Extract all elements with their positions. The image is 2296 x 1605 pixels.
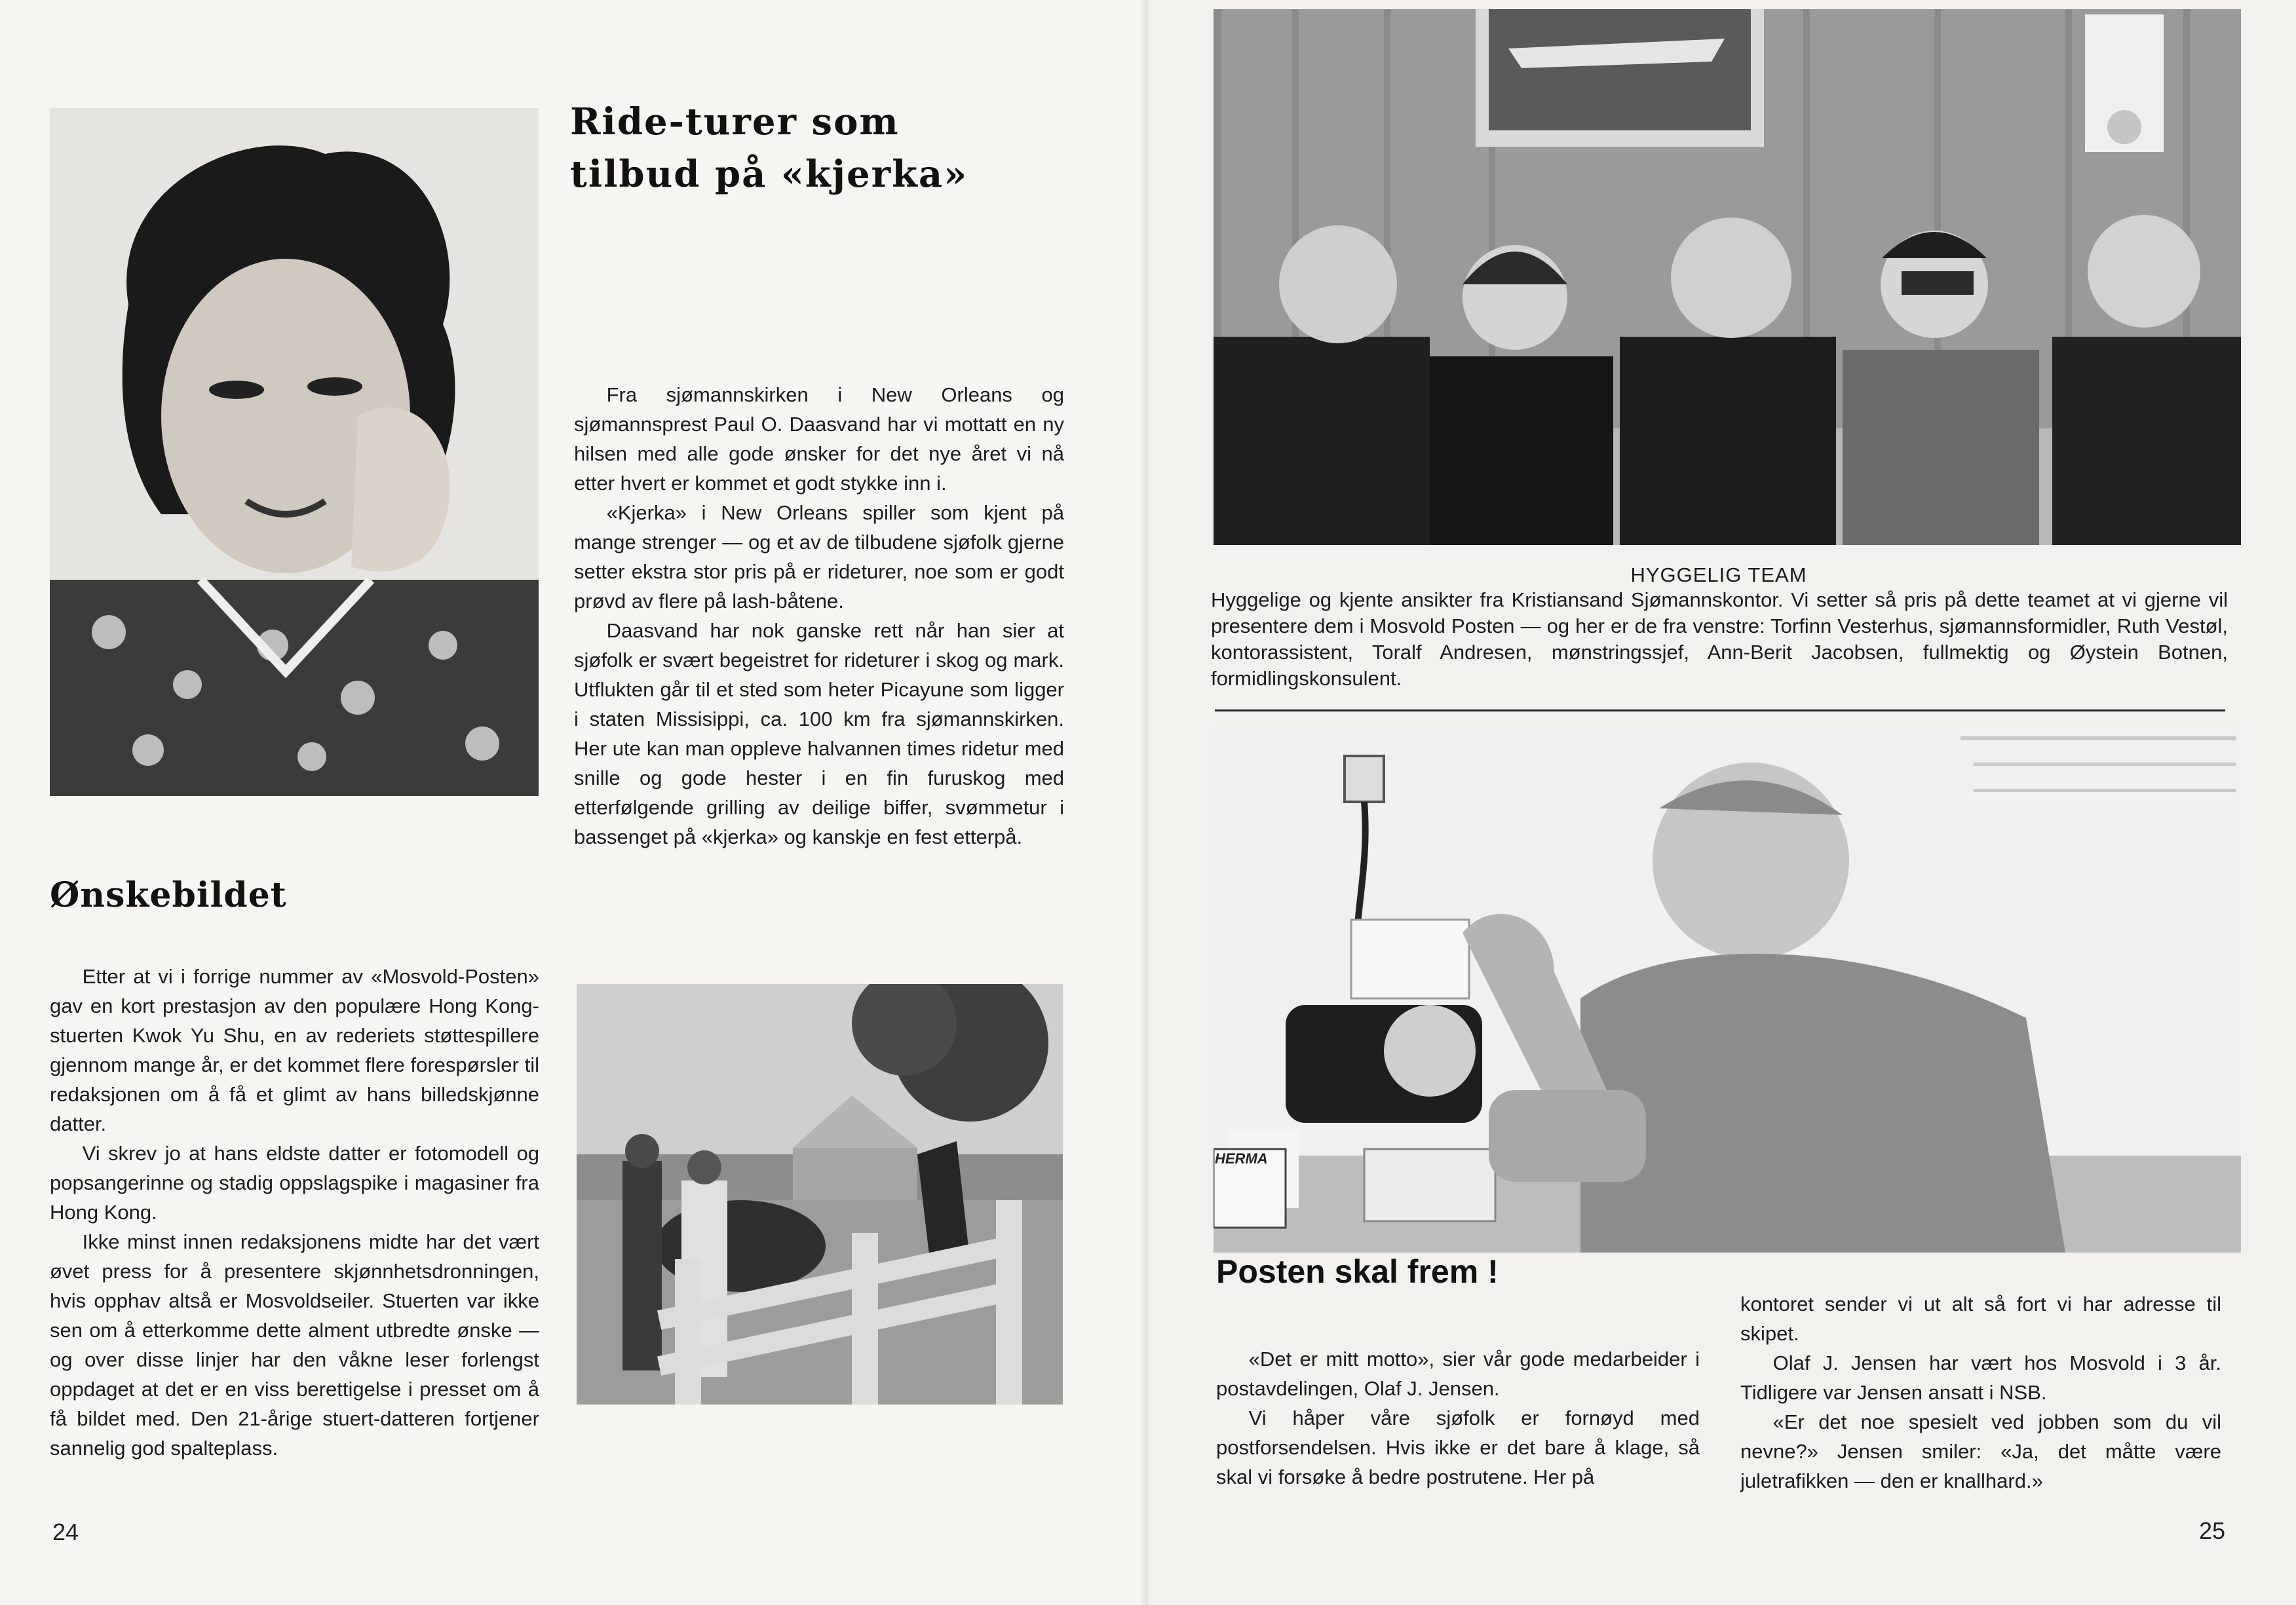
rideturer-paragraph: «Kjerka» i New Orleans spiller som kjent på mange strenger — og et av de tilbudene sjøfolk gjerne setter ekstra stor pris på er rideturer, noe som er godt prøvd av flere på lash-båtene. <box>574 501 1064 613</box>
onskebildet-paragraph: Vi skrev jo at hans eldste datter er fotomodell og popsangerinne og stadig oppslagspike i magasiner fra Hong Kong. <box>50 1142 539 1224</box>
rideturer-title-line2: tilbud på «kjerka» <box>570 153 968 196</box>
rideturer-title-line1: Ride-turer som <box>570 100 900 143</box>
onskebildet-paragraph: Ikke minst innen redaksjonens midte har det vært øvet press for å presentere skjønnhetsdronningen, hvis opphav altså er Mosvoldseiler. Stuerten var ikke sen om å etterkomme dette alment utbredte ønske — og over disse linjer har den våkne leser forlengst oppdaget at det er en viss berettigelse i presset om å få bildet med. Den 21-årige stuert-datteren fortjener sannelig god spalteplass. <box>50 1230 539 1460</box>
page-number-right: 25 <box>2199 1517 2226 1544</box>
herma-box-label: HERMA <box>1215 1150 1268 1167</box>
rideturer-title <box>570 96 968 200</box>
onskebildet-paragraph: Etter at vi i forrige nummer av «Mosvold-Posten» gav en kort prestasjon av den populære Hong Kong-stuerten Kwok Yu Shu, en av rederiets støttespillere gjennom mange år, er det kommet flere forespørsler til redaksjonen om å få et glimt av hans billedskjønne datter. <box>50 965 539 1135</box>
posten-title: Posten skal frem ! <box>1216 1253 1499 1290</box>
posten-col1 <box>1216 1344 1700 1492</box>
page-number-left: 24 <box>52 1519 79 1545</box>
posten-col2 <box>1740 1289 2221 1496</box>
posten-paragraph: «Det er mitt motto», sier vår gode medarbeider i postavdelingen, Olaf J. Jensen. <box>1216 1348 1700 1400</box>
horse-riding-photo <box>577 984 1063 1405</box>
team-photo <box>1214 9 2241 545</box>
postman-photo <box>1214 723 2241 1253</box>
rideturer-paragraph: Daasvand har nok ganske rett når han sier at sjøfolk er svært begeistret for rideturer i skog og mark. Utflukten går til et sted som heter Picayune som ligger i staten Missisippi, ca. 100 km fra sjømannskirken. Her ute kan man oppleve halvannen times ridetur med snille og gode hester i en fin furuskog med etterfølgende grilling av deilige biffer, svømmetur i bassenget på «kjerka» og kanskje en fest etterpå. <box>574 619 1064 848</box>
posten-paragraph: kontoret sender vi ut alt så fort vi har adresse til skipet. <box>1740 1293 2221 1345</box>
rideturer-body <box>574 380 1064 852</box>
posten-paragraph: «Er det noe spesielt ved jobben som du vil nevne?» Jensen smiler: «Ja, det måtte være juletrafikken — den er knallhard.» <box>1740 1410 2221 1492</box>
portrait-photo <box>50 108 539 796</box>
right-page <box>1148 0 2296 1605</box>
team-caption-body: Hyggelige og kjente ansikter fra Kristiansand Sjømannskontor. Vi setter så pris på dette teamet at vi gjerne vil presentere dem i Mosvold Posten — og her er de fra venstre: Torfinn Vesterhus, sjømannsformidler, Ruth Vestøl, kontorassistent, Toralf Andresen, mønstringssjef, Ann-Berit Jacobsen, fullmektig og Øystein Botnen, formidlingskonsulent. <box>1211 588 2228 690</box>
rideturer-paragraph: Fra sjømannskirken i New Orleans og sjømannsprest Paul O. Daasvand har vi mottatt en ny hilsen med alle gode ønsker for det nye året vi nå etter hvert er kommet et godt stykke inn i. <box>574 383 1064 495</box>
posten-paragraph: Olaf J. Jensen har vært hos Mosvold i 3 år. Tidligere var Jensen ansatt i NSB. <box>1740 1351 2221 1404</box>
section-divider <box>1215 709 2225 711</box>
onskebildet-body <box>50 962 539 1463</box>
team-caption-title: HYGGELIG TEAM <box>1630 563 1807 586</box>
onskebildet-title: Ønskebildet <box>50 875 287 915</box>
posten-paragraph: Vi håper våre sjøfolk er fornøyd med postforsendelsen. Hvis ikke er det bare å klage, så skal vi forsøke å bedre postrutene. Her på <box>1216 1407 1700 1488</box>
